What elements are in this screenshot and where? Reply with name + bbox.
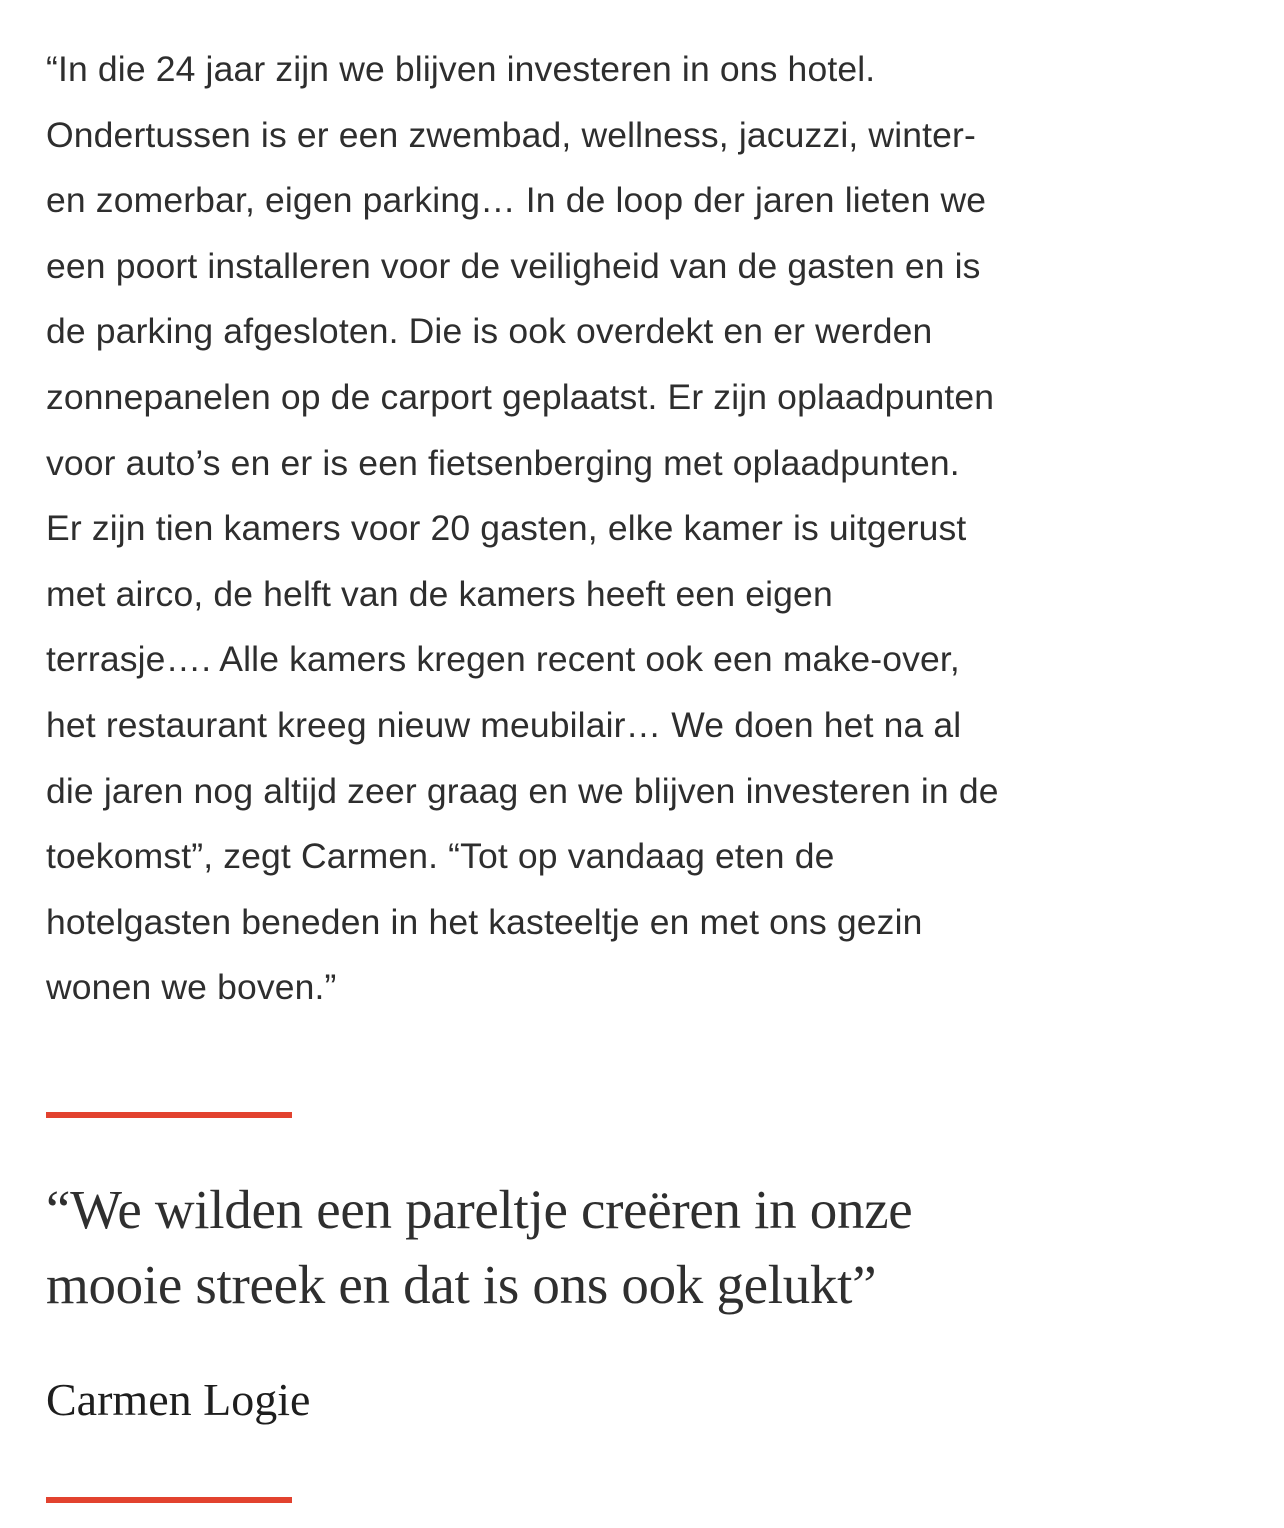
body-line: voor auto’s en er is een fietsenberging met oplaadpunten. — [46, 442, 960, 483]
body-line: terrasje…. Alle kamers kregen recent ook een make-over, — [46, 639, 960, 680]
pullquote-top-divider — [46, 1112, 292, 1118]
body-line: wonen we boven.” — [46, 967, 337, 1008]
body-line: Ondertussen is er een zwembad, wellness, jacuzzi, winter- — [46, 114, 976, 155]
body-line: Er zijn tien kamers voor 20 gasten, elke kamer is uitgerust — [46, 508, 967, 549]
body-line: toekomst”, zegt Carmen. “Tot op vandaag eten de — [46, 836, 835, 877]
body-line: die jaren nog altijd zeer graag en we blijven investeren in de — [46, 770, 999, 811]
body-line: met airco, de helft van de kamers heeft een eigen — [46, 573, 833, 614]
pullquote-line: mooie streek en dat is ons ook gelukt” — [46, 1254, 877, 1315]
body-line: een poort installeren voor de veiligheid van de gasten en is — [46, 245, 981, 286]
pullquote-attribution: Carmen Logie — [46, 1374, 311, 1425]
body-line: de parking afgesloten. Die is ook overdekt en er werden — [46, 311, 933, 352]
pullquote-line: “We wilden een pareltje creëren in onze — [46, 1179, 913, 1240]
body-line: zonnepanelen op de carport geplaatst. Er zijn oplaadpunten — [46, 376, 995, 417]
article-body-paragraph — [46, 37, 1246, 1021]
body-line: “In die 24 jaar zijn we blijven investeren in ons hotel. — [46, 49, 876, 89]
body-line: het restaurant kreeg nieuw meubilair… We doen het na al — [46, 704, 962, 745]
body-line: en zomerbar, eigen parking… In de loop der jaren lieten we — [46, 180, 987, 221]
pullquote — [46, 1172, 1246, 1322]
pullquote-bottom-divider — [46, 1497, 292, 1503]
body-line: hotelgasten beneden in het kasteeltje en met ons gezin — [46, 901, 923, 942]
